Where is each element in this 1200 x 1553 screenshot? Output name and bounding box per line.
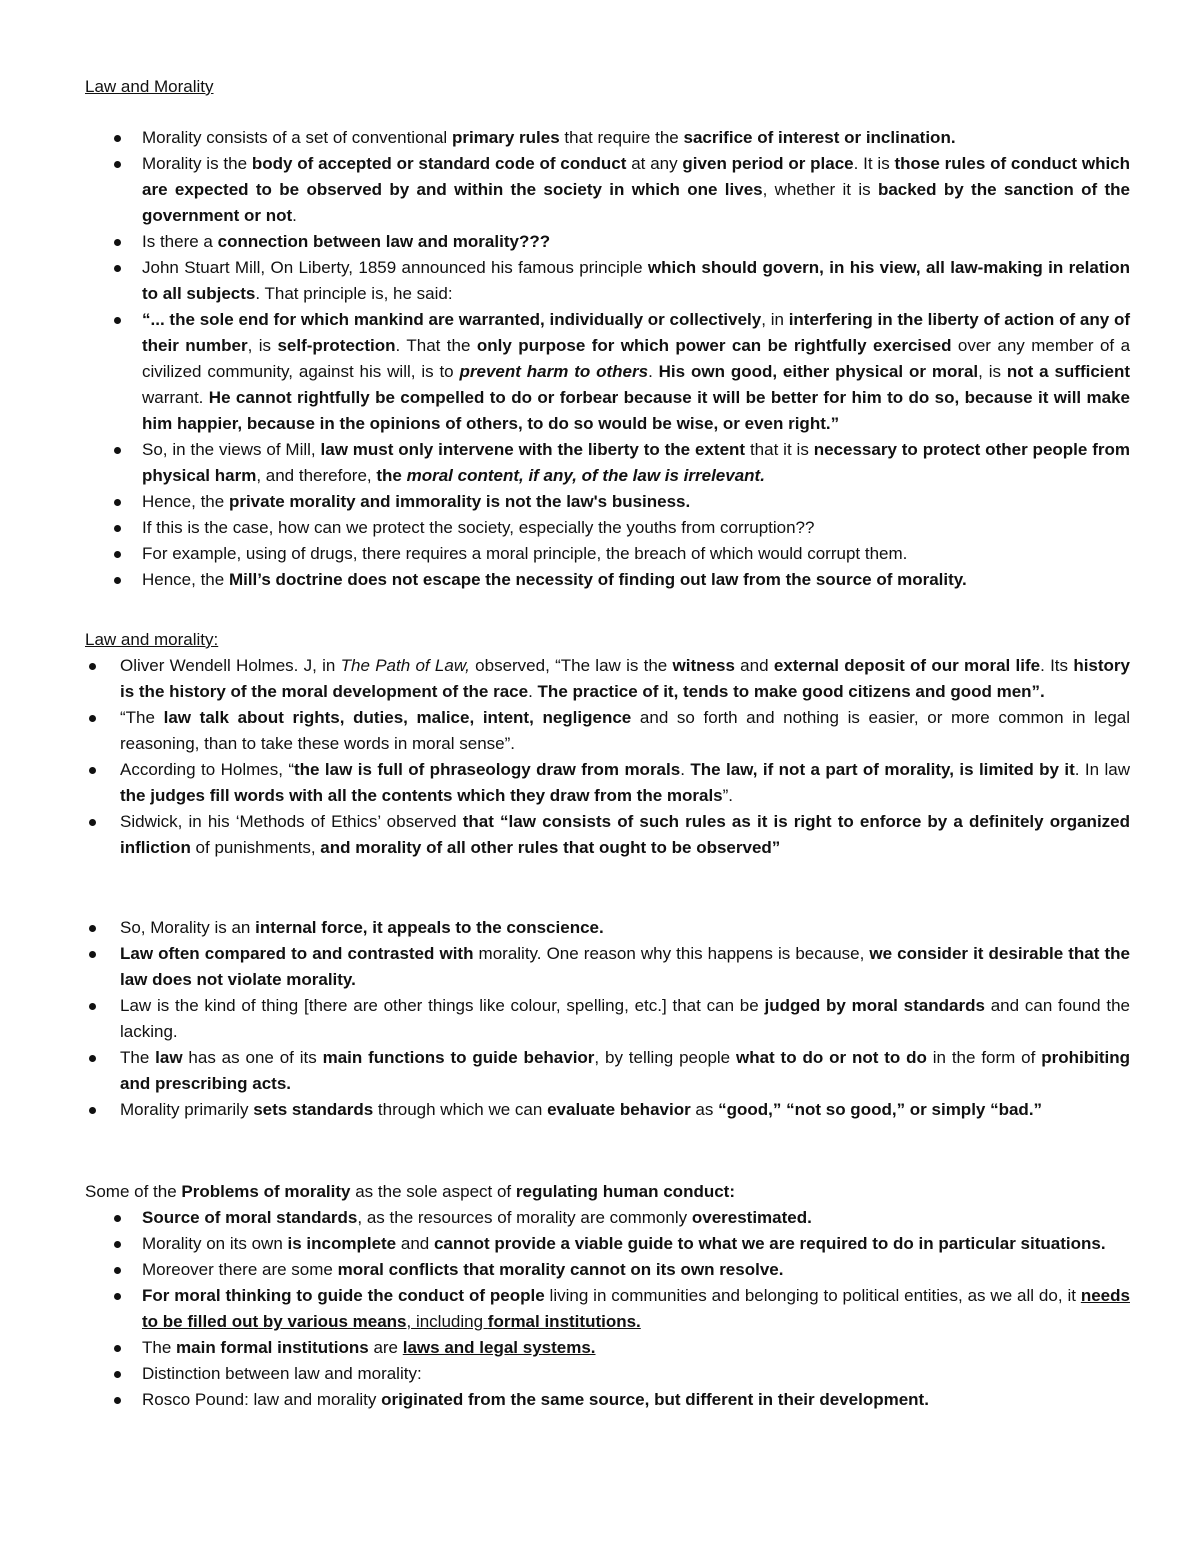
bullet-icon [114,1215,121,1222]
list-item: “... the sole end for which mankind are warranted, individually or collectively, in interfering in the liberty of action of any of their number, is self-protection. That the only purpose for which power can be rightfully exercised over any member of a civilized community, against his will, is to prevent harm to others. His own good, either physical or moral, is not a sufficient warrant. He cannot rightfully be compelled to do or forbear because it will be better for him to do so, because it will make him happier, because in the opinions of others, to do so would be wise, or even right.” [142,307,1130,437]
bullet-icon [114,161,121,168]
section-heading-law-and-morality-2: Law and morality: [85,630,219,649]
bullet-icon [89,663,96,670]
list-item: Morality on its own is incomplete and cannot provide a viable guide to what we are required to do in particular situations. [142,1231,1130,1257]
bullet-icon [114,1267,121,1274]
list-item: Distinction between law and morality: [142,1361,1130,1387]
list-item: Hence, the private morality and immorality is not the law's business. [142,489,1130,515]
section-heading-law-and-morality: Law and Morality [85,77,214,96]
bullet-list-internal-force [120,915,1130,1123]
problems-intro: Some of the Problems of morality as the sole aspect of regulating human conduct: [85,1182,735,1201]
bullet-icon [114,1397,121,1404]
bullet-icon [89,715,96,722]
bullet-list-problems [142,1205,1130,1413]
list-item: If this is the case, how can we protect the society, especially the youths from corruption?? [142,515,1130,541]
list-item: Source of moral standards, as the resources of morality are commonly overestimated. [142,1205,1130,1231]
bullet-icon [89,819,96,826]
list-item: According to Holmes, “the law is full of phraseology draw from morals. The law, if not a part of morality, is limited by it. In law the judges fill words with all the contents which they draw from the morals”. [120,757,1130,809]
bullet-icon [89,1055,96,1062]
bullet-icon [89,925,96,932]
bullet-icon [114,551,121,558]
list-item: “The law talk about rights, duties, malice, intent, negligence and so forth and nothing is easier, or more common in legal reasoning, than to take these words in moral sense”. [120,705,1130,757]
list-item: Morality is the body of accepted or standard code of conduct at any given period or place. It is those rules of conduct which are expected to be observed by and within the society in which one lives, whether it is backed by the sanction of the government or not. [142,151,1130,229]
bullet-icon [114,239,121,246]
bullet-icon [114,1345,121,1352]
bullet-icon [114,317,121,324]
list-item: Oliver Wendell Holmes. J, in The Path of Law, observed, “The law is the witness and external deposit of our moral life. Its history is the history of the moral development of the race. The practice of it, tends to make good citizens and good men”. [120,653,1130,705]
list-item: So, Morality is an internal force, it appeals to the conscience. [120,915,1130,941]
bullet-icon [114,1241,121,1248]
list-item: Sidwick, in his ‘Methods of Ethics’ observed that “law consists of such rules as it is right to enforce by a definitely organized infliction of punishments, and morality of all other rules that ought to be observed” [120,809,1130,861]
list-item: Is there a connection between law and morality??? [142,229,1130,255]
list-item: Law often compared to and contrasted with morality. One reason why this happens is because, we consider it desirable that the law does not violate morality. [120,941,1130,993]
list-item: John Stuart Mill, On Liberty, 1859 announced his famous principle which should govern, in his view, all law-making in relation to all subjects. That principle is, he said: [142,255,1130,307]
list-item: So, in the views of Mill, law must only intervene with the liberty to the extent that it is necessary to protect other people from physical harm, and therefore, the moral content, if any, of the law is irrelevant. [142,437,1130,489]
bullet-icon [114,1371,121,1378]
list-item: The law has as one of its main functions to guide behavior, by telling people what to do or not to do in the form of prohibiting and prescribing acts. [120,1045,1130,1097]
list-item: Rosco Pound: law and morality originated from the same source, but different in their development. [142,1387,1130,1413]
bullet-icon [114,577,121,584]
list-item: Morality consists of a set of conventional primary rules that require the sacrifice of interest or inclination. [142,125,1130,151]
bullet-icon [89,1003,96,1010]
bullet-list-mill [142,125,1130,593]
list-item: Morality primarily sets standards through which we can evaluate behavior as “good,” “not so good,” or simply “bad.” [120,1097,1130,1123]
bullet-icon [114,499,121,506]
list-item: The main formal institutions are laws and legal systems. [142,1335,1130,1361]
list-item: For example, using of drugs, there requires a moral principle, the breach of which would corrupt them. [142,541,1130,567]
list-item: Law is the kind of thing [there are other things like colour, spelling, etc.] that can be judged by moral standards and can found the lacking. [120,993,1130,1045]
bullet-icon [114,135,121,142]
bullet-icon [114,1293,121,1300]
bullet-icon [89,767,96,774]
list-item: Hence, the Mill’s doctrine does not escape the necessity of finding out law from the source of morality. [142,567,1130,593]
bullet-icon [89,951,96,958]
bullet-icon [114,525,121,532]
bullet-icon [114,265,121,272]
bullet-list-holmes [120,653,1130,861]
bullet-icon [114,447,121,454]
list-item: For moral thinking to guide the conduct of people living in communities and belonging to political entities, as we all do, it needs to be filled out by various means, including formal institutions. [142,1283,1130,1335]
list-item: Moreover there are some moral conflicts that morality cannot on its own resolve. [142,1257,1130,1283]
bullet-icon [89,1107,96,1114]
